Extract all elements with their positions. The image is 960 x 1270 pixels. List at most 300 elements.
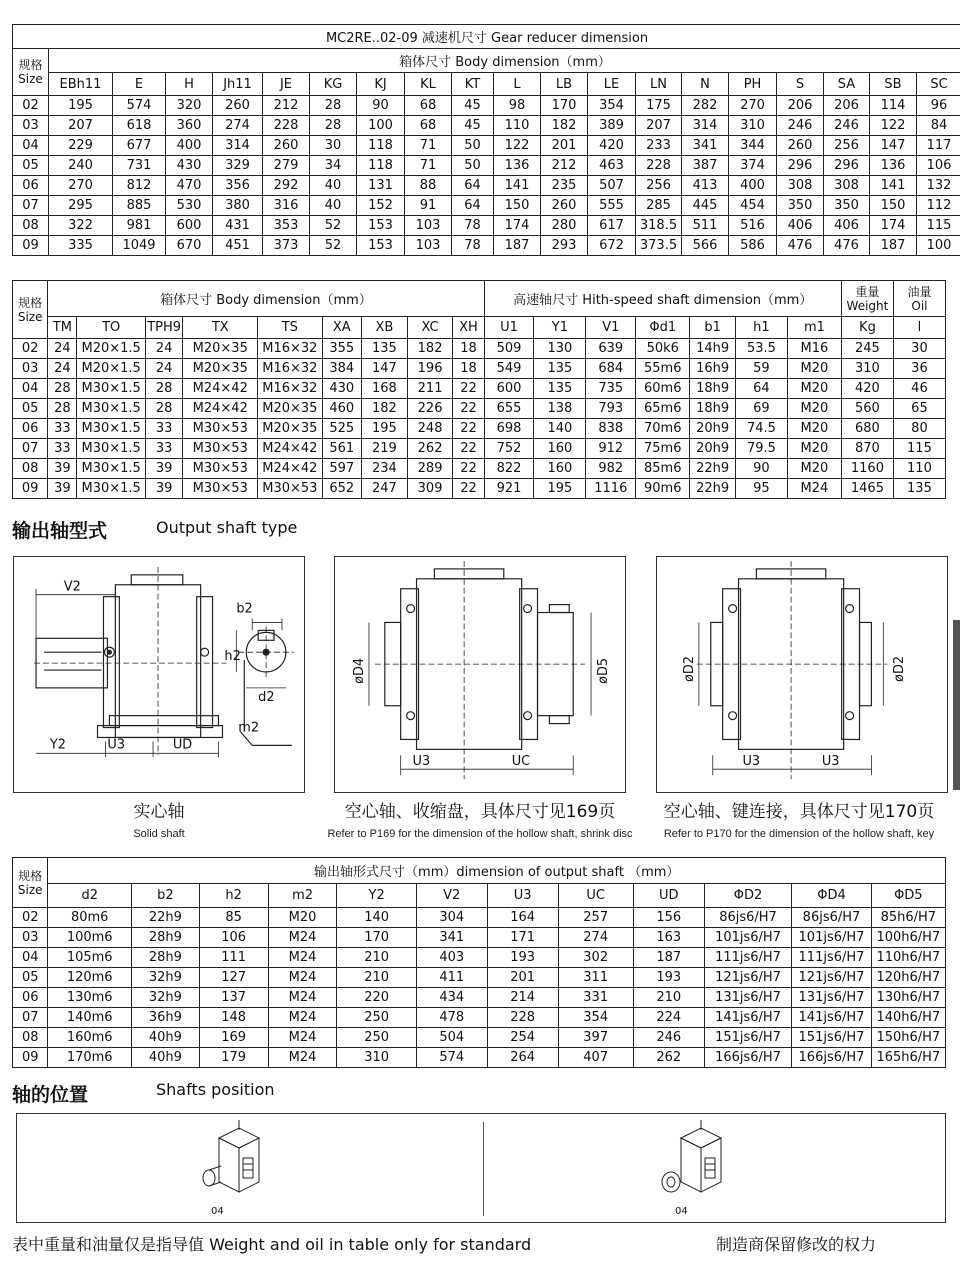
position-divider [483, 1122, 484, 1216]
value-cell: 96 [917, 96, 960, 116]
value-cell: 561 [322, 439, 361, 459]
value-cell: 406 [824, 216, 870, 236]
value-cell: 122 [494, 136, 541, 156]
value-cell: M30×53 [183, 439, 258, 459]
value-cell: 140 [534, 419, 586, 439]
value-cell: 403 [416, 948, 487, 968]
size-cell: 08 [13, 1028, 48, 1048]
table-row [13, 216, 960, 236]
value-cell: 397 [558, 1028, 633, 1048]
value-cell: 407 [558, 1048, 633, 1068]
value-cell: 752 [484, 439, 534, 459]
value-cell: 322 [49, 216, 113, 236]
value-cell: 234 [362, 459, 408, 479]
shaft-position-figure-2 [653, 1118, 753, 1218]
value-cell: M20 [268, 908, 337, 928]
dim-label-u3-left: U3 [742, 754, 761, 770]
value-cell: 120m6 [48, 968, 131, 988]
value-cell: 175 [636, 96, 682, 116]
value-cell: 677 [113, 136, 166, 156]
value-cell: 151js6/H7 [792, 1028, 871, 1048]
table-row [13, 1048, 946, 1068]
value-cell: 193 [633, 968, 704, 988]
value-cell: M30×1.5 [77, 479, 146, 499]
value-cell: 304 [416, 908, 487, 928]
value-cell: 270 [729, 96, 777, 116]
size-cell: 02 [13, 96, 49, 116]
value-cell: 329 [213, 156, 263, 176]
value-cell: M20 [787, 439, 841, 459]
value-cell: M20 [787, 379, 841, 399]
value-cell: 150 [870, 196, 917, 216]
position-code-1: 04 [211, 1206, 224, 1217]
value-cell: 310 [337, 1048, 416, 1068]
value-cell: 373 [263, 236, 310, 256]
body-dimension-header: 箱体尺寸 Body dimension（mm） [49, 49, 960, 73]
column-header: h2 [199, 884, 268, 908]
gear-reducer-dimension-table [12, 24, 960, 256]
value-cell: M30×1.5 [77, 419, 146, 439]
value-cell: 147 [870, 136, 917, 156]
value-cell: 618 [113, 116, 166, 136]
table-row [13, 399, 946, 419]
value-cell: 316 [263, 196, 310, 216]
value-cell: 248 [407, 419, 453, 439]
column-header: JE [263, 73, 310, 96]
value-cell: 672 [588, 236, 636, 256]
value-cell: 111js6/H7 [792, 948, 871, 968]
value-cell: 141js6/H7 [704, 1008, 792, 1028]
value-cell: 170m6 [48, 1048, 131, 1068]
value-cell: 289 [407, 459, 453, 479]
column-header: XB [362, 317, 408, 339]
column-header: TS [258, 317, 322, 339]
value-cell: 400 [166, 136, 213, 156]
value-cell: 250 [337, 1008, 416, 1028]
value-cell: 40 [310, 196, 357, 216]
shaft-position-figure-1 [195, 1118, 295, 1218]
value-cell: 574 [416, 1048, 487, 1068]
value-cell: 85 [199, 908, 268, 928]
value-cell: 33 [48, 439, 77, 459]
value-cell: 85h6/H7 [871, 908, 945, 928]
value-cell: 560 [841, 399, 893, 419]
value-cell: 50 [452, 156, 494, 176]
value-cell: 182 [541, 116, 588, 136]
gearbox-iso-hollow-icon [653, 1118, 753, 1218]
value-cell: 140h6/H7 [871, 1008, 945, 1028]
value-cell: 981 [113, 216, 166, 236]
value-cell: 39 [48, 459, 77, 479]
value-cell: 260 [777, 136, 824, 156]
value-cell: 156 [633, 908, 704, 928]
value-cell: 140 [337, 908, 416, 928]
value-cell: 18 [453, 339, 484, 359]
value-cell: 525 [322, 419, 361, 439]
output-shaft-dimension-table [12, 857, 946, 1068]
value-cell: 555 [588, 196, 636, 216]
column-header: d2 [48, 884, 131, 908]
dim-label-m2: m2 [238, 720, 260, 736]
value-cell: 32h9 [131, 968, 199, 988]
shafts-position-title-cn: 轴的位置 [12, 1084, 89, 1106]
table-row [13, 136, 960, 156]
value-cell: 86js6/H7 [704, 908, 792, 928]
value-cell: 28 [145, 399, 182, 419]
value-cell: M24 [268, 988, 337, 1008]
value-cell: 318.5 [636, 216, 682, 236]
value-cell: 141 [494, 176, 541, 196]
page-edge-tab [953, 620, 960, 790]
hollow-shaft-shrink-disc-drawing [334, 556, 626, 793]
table-row [13, 988, 946, 1008]
value-cell: 374 [729, 156, 777, 176]
value-cell: 101js6/H7 [792, 928, 871, 948]
value-cell: M20 [787, 419, 841, 439]
value-cell: 1160 [841, 459, 893, 479]
value-cell: 302 [558, 948, 633, 968]
value-cell: M20 [787, 359, 841, 379]
value-cell: 476 [824, 236, 870, 256]
value-cell: 166js6/H7 [704, 1048, 792, 1068]
value-cell: 131js6/H7 [704, 988, 792, 1008]
value-cell: 52 [310, 236, 357, 256]
value-cell: 153 [357, 216, 405, 236]
value-cell: 228 [636, 156, 682, 176]
column-header: H [166, 73, 213, 96]
table-row [13, 459, 946, 479]
value-cell: 130m6 [48, 988, 131, 1008]
column-header: XC [407, 317, 453, 339]
solid-shaft-svg [14, 557, 304, 792]
gearbox-iso-icon [195, 1118, 295, 1218]
table-row [13, 439, 946, 459]
value-cell: 88 [405, 176, 452, 196]
value-cell: 246 [824, 116, 870, 136]
value-cell: 207 [636, 116, 682, 136]
value-cell: 74.5 [735, 419, 787, 439]
value-cell: 75m6 [636, 439, 690, 459]
value-cell: 885 [113, 196, 166, 216]
shafts-position-box [16, 1113, 946, 1223]
value-cell: 308 [777, 176, 824, 196]
column-header: UD [633, 884, 704, 908]
value-cell: 65m6 [636, 399, 690, 419]
value-cell: 120h6/H7 [871, 968, 945, 988]
value-cell: 33 [145, 439, 182, 459]
value-cell: 187 [494, 236, 541, 256]
size-cell: 03 [13, 928, 48, 948]
value-cell: 122 [870, 116, 917, 136]
value-cell: 296 [824, 156, 870, 176]
value-cell: M20×35 [258, 419, 322, 439]
body-dimension-header: 箱体尺寸 Body dimension（mm） [48, 281, 484, 317]
value-cell: 1049 [113, 236, 166, 256]
table-row [13, 96, 960, 116]
value-cell: 45 [452, 116, 494, 136]
value-cell: 344 [729, 136, 777, 156]
footer-note: 表中重量和油量仅是指导值 Weight and oil in table only for standard [12, 1235, 532, 1254]
value-cell: 549 [484, 359, 534, 379]
dim-label-uc: UC [511, 754, 531, 770]
value-cell: 148 [199, 1008, 268, 1028]
column-header: N [682, 73, 729, 96]
value-cell: M16×32 [258, 379, 322, 399]
value-cell: M24×42 [258, 439, 322, 459]
value-cell: 84 [917, 116, 960, 136]
value-cell: 684 [586, 359, 636, 379]
column-header: SB [870, 73, 917, 96]
value-cell: 168 [362, 379, 408, 399]
value-cell: 100h6/H7 [871, 928, 945, 948]
value-cell: 137 [199, 988, 268, 1008]
shrink-disc-caption-cn: 空心轴、收缩盘，具体尺寸见169页 [344, 802, 616, 822]
value-cell: 246 [633, 1028, 704, 1048]
value-cell: 70m6 [636, 419, 690, 439]
column-header: LB [541, 73, 588, 96]
value-cell: 117 [917, 136, 960, 156]
value-cell: 169 [199, 1028, 268, 1048]
value-cell: M30×1.5 [77, 439, 146, 459]
value-cell: 389 [588, 116, 636, 136]
column-header: ΦD5 [871, 884, 945, 908]
value-cell: 617 [588, 216, 636, 236]
value-cell: 78 [452, 236, 494, 256]
value-cell: 308 [824, 176, 870, 196]
value-cell: 135 [893, 479, 945, 499]
value-cell: 463 [588, 156, 636, 176]
value-cell: M24×42 [258, 459, 322, 479]
value-cell: 140m6 [48, 1008, 131, 1028]
value-cell: M24×42 [183, 399, 258, 419]
column-header: TO [77, 317, 146, 339]
value-cell: 68 [405, 96, 452, 116]
value-cell: 91 [405, 196, 452, 216]
value-cell: 285 [636, 196, 682, 216]
value-cell: 356 [213, 176, 263, 196]
value-cell: M30×1.5 [77, 459, 146, 479]
value-cell: 28 [310, 96, 357, 116]
value-cell: 98 [494, 96, 541, 116]
value-cell: 151js6/H7 [704, 1028, 792, 1048]
value-cell: 341 [416, 928, 487, 948]
value-cell: 135 [534, 359, 586, 379]
dim-label-d5: øD5 [595, 657, 611, 684]
size-cell: 05 [13, 156, 49, 176]
value-cell: 295 [49, 196, 113, 216]
column-header: UC [558, 884, 633, 908]
value-cell: 1116 [586, 479, 636, 499]
value-cell: 160m6 [48, 1028, 131, 1048]
value-cell: 233 [636, 136, 682, 156]
value-cell: 431 [213, 216, 263, 236]
value-cell: 274 [213, 116, 263, 136]
value-cell: 28 [310, 116, 357, 136]
value-cell: 179 [199, 1048, 268, 1068]
size-cell: 03 [13, 116, 49, 136]
value-cell: 516 [729, 216, 777, 236]
value-cell: 150 [494, 196, 541, 216]
size-cell: 04 [13, 379, 48, 399]
value-cell: M24 [268, 948, 337, 968]
column-header: b2 [131, 884, 199, 908]
column-header: Jh11 [213, 73, 263, 96]
value-cell: M20×35 [183, 339, 258, 359]
value-cell: 246 [777, 116, 824, 136]
dim-label-d4: øD4 [351, 657, 367, 684]
column-header: L [494, 73, 541, 96]
dim-label-v2: V2 [63, 579, 81, 595]
value-cell: 106 [199, 928, 268, 948]
table-row [13, 1028, 946, 1048]
value-cell: 270 [49, 176, 113, 196]
dim-label-u3: U3 [107, 737, 126, 753]
value-cell: 360 [166, 116, 213, 136]
value-cell: 355 [322, 339, 361, 359]
value-cell: 78 [452, 216, 494, 236]
value-cell: 40h9 [131, 1028, 199, 1048]
column-header: m2 [268, 884, 337, 908]
value-cell: M16×32 [258, 339, 322, 359]
column-header: Φd1 [636, 317, 690, 339]
value-cell: M20×1.5 [77, 359, 146, 379]
size-cell: 07 [13, 1008, 48, 1028]
value-cell: 36 [893, 359, 945, 379]
value-cell: 90 [735, 459, 787, 479]
value-cell: 353 [263, 216, 310, 236]
value-cell: 131 [357, 176, 405, 196]
column-header: XH [453, 317, 484, 339]
size-cell: 06 [13, 419, 48, 439]
value-cell: 170 [337, 928, 416, 948]
value-cell: 52 [310, 216, 357, 236]
value-cell: 30 [310, 136, 357, 156]
value-cell: 400 [729, 176, 777, 196]
value-cell: 64 [452, 176, 494, 196]
value-cell: 445 [682, 196, 729, 216]
value-cell: 136 [870, 156, 917, 176]
value-cell: 24 [48, 339, 77, 359]
value-cell: 195 [534, 479, 586, 499]
value-cell: 95 [735, 479, 787, 499]
value-cell: 476 [777, 236, 824, 256]
value-cell: 384 [322, 359, 361, 379]
value-cell: 310 [841, 359, 893, 379]
column-header: LE [588, 73, 636, 96]
value-cell: 182 [407, 339, 453, 359]
value-cell: 22 [453, 459, 484, 479]
dim-label-d2: d2 [258, 689, 275, 705]
value-cell: 174 [494, 216, 541, 236]
table-row [13, 116, 960, 136]
value-cell: 406 [777, 216, 824, 236]
value-cell: 118 [357, 156, 405, 176]
value-cell: 235 [541, 176, 588, 196]
column-header: TM [48, 317, 77, 339]
value-cell: 22 [453, 399, 484, 419]
value-cell: 838 [586, 419, 636, 439]
value-cell: 187 [633, 948, 704, 968]
value-cell: 254 [487, 1028, 558, 1048]
value-cell: 111js6/H7 [704, 948, 792, 968]
value-cell: 80m6 [48, 908, 131, 928]
value-cell: 698 [484, 419, 534, 439]
value-cell: 115 [917, 216, 960, 236]
value-cell: 292 [263, 176, 310, 196]
value-cell: 207 [49, 116, 113, 136]
table-row [13, 236, 960, 256]
value-cell: 350 [777, 196, 824, 216]
value-cell: M20 [787, 459, 841, 479]
value-cell: 309 [407, 479, 453, 499]
value-cell: 373.5 [636, 236, 682, 256]
value-cell: 478 [416, 1008, 487, 1028]
size-cell: 07 [13, 439, 48, 459]
value-cell: 250 [337, 1028, 416, 1048]
value-cell: 114 [870, 96, 917, 116]
output-shaft-dimension-header: 输出轴形式尺寸（mm）dimension of output shaft （mm） [48, 858, 946, 884]
column-header: SA [824, 73, 870, 96]
column-header: Y1 [534, 317, 586, 339]
value-cell: 509 [484, 339, 534, 359]
column-header: V2 [416, 884, 487, 908]
value-cell: 354 [558, 1008, 633, 1028]
value-cell: 260 [263, 136, 310, 156]
hollow-shaft-key-drawing [656, 556, 948, 793]
value-cell: 39 [145, 459, 182, 479]
value-cell: 311 [558, 968, 633, 988]
value-cell: 226 [407, 399, 453, 419]
value-cell: 65 [893, 399, 945, 419]
value-cell: 921 [484, 479, 534, 499]
value-cell: 136 [494, 156, 541, 176]
value-cell: 22 [453, 479, 484, 499]
size-cell: 08 [13, 216, 49, 236]
value-cell: 28 [48, 399, 77, 419]
column-header: LN [636, 73, 682, 96]
value-cell: 28h9 [131, 928, 199, 948]
table-row [13, 359, 946, 379]
value-cell: 211 [407, 379, 453, 399]
value-cell: 110 [893, 459, 945, 479]
value-cell: 90 [357, 96, 405, 116]
value-cell: 14h9 [690, 339, 736, 359]
table-row [13, 156, 960, 176]
value-cell: 314 [682, 116, 729, 136]
value-cell: 210 [337, 968, 416, 988]
value-cell: 105m6 [48, 948, 131, 968]
value-cell: 22 [453, 419, 484, 439]
value-cell: 430 [322, 379, 361, 399]
shafts-position-title-en: Shafts position [156, 1080, 275, 1099]
column-header: KT [452, 73, 494, 96]
value-cell: 22 [453, 379, 484, 399]
size-cell: 06 [13, 988, 48, 1008]
value-cell: 50 [452, 136, 494, 156]
value-cell: 34 [310, 156, 357, 176]
value-cell: 262 [633, 1048, 704, 1068]
column-header: V1 [586, 317, 636, 339]
value-cell: 260 [541, 196, 588, 216]
value-cell: 731 [113, 156, 166, 176]
value-cell: 196 [407, 359, 453, 379]
value-cell: 293 [541, 236, 588, 256]
column-header: l [893, 317, 945, 339]
dim-label-h2: h2 [224, 649, 241, 665]
table-row [13, 928, 946, 948]
value-cell: 411 [416, 968, 487, 988]
value-cell: 430 [166, 156, 213, 176]
